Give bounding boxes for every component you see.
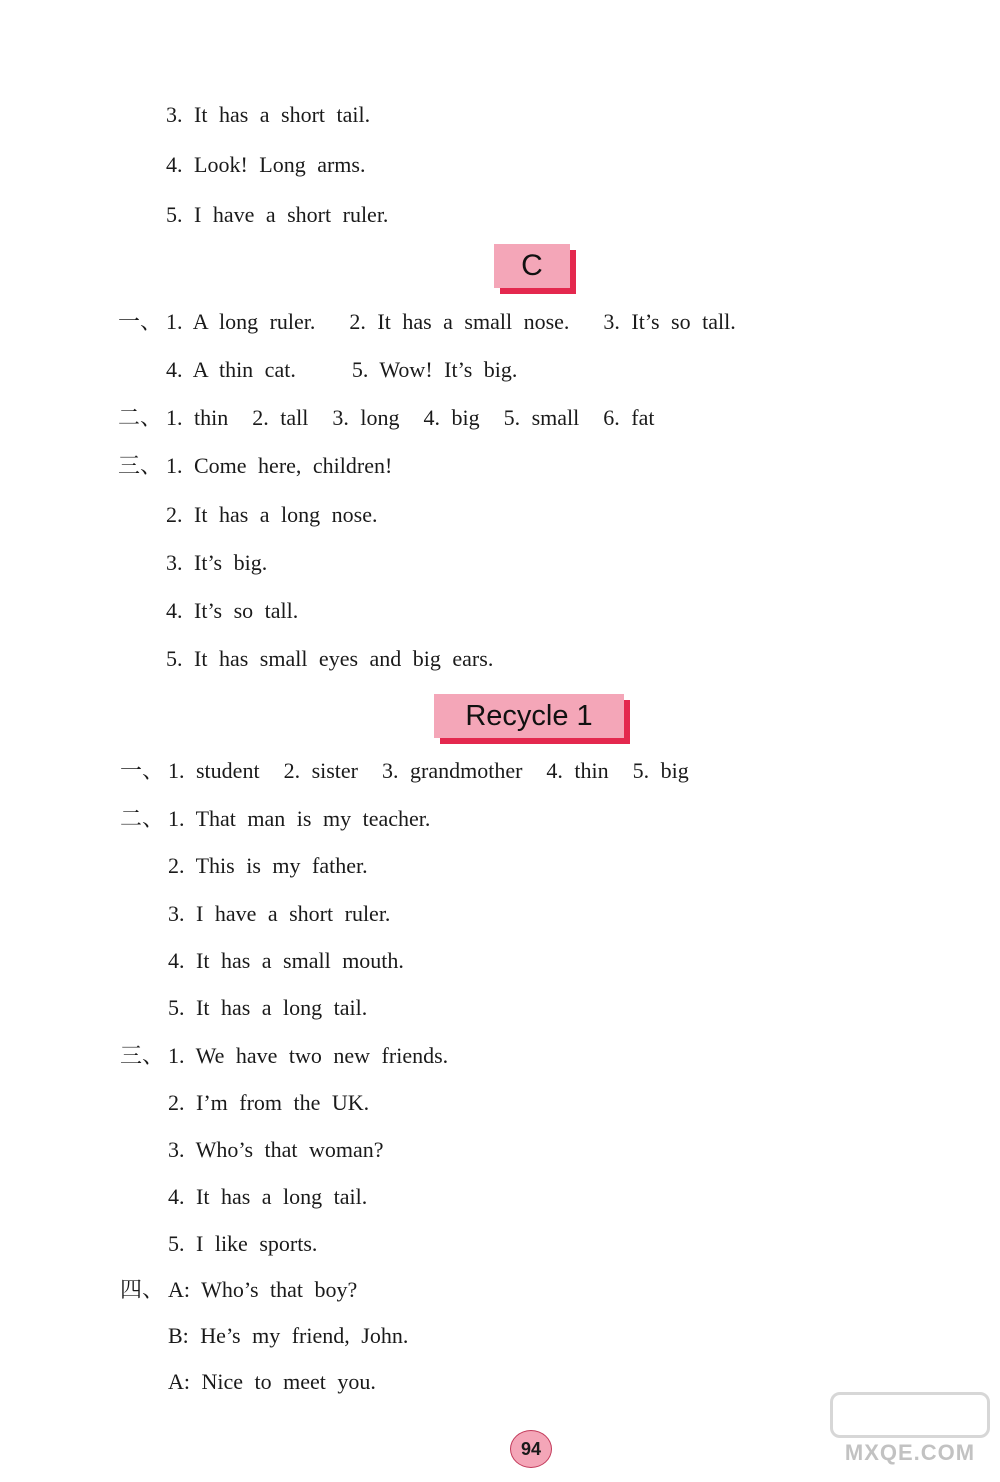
answer-line: 5. It has a long tail.: [168, 995, 368, 1020]
question-marker: 四、: [120, 1277, 165, 1302]
question-row: [120, 1042, 449, 1070]
answer-item: 5. Wow! It’s big.: [351, 357, 518, 382]
question-row: [118, 404, 655, 432]
question-marker: 三、: [118, 453, 163, 478]
answer-line: 3. It’s big.: [166, 550, 268, 575]
answer-item: 3. It’s so tall.: [603, 309, 736, 334]
question-row: [166, 356, 517, 384]
answer-line: 2. I’m from the UK.: [168, 1090, 370, 1115]
answer-line: 4. It has a small mouth.: [168, 948, 404, 973]
question-row: [120, 757, 689, 785]
answer-item: 1. That man is my teacher.: [168, 806, 431, 831]
answer-item: 2. tall: [252, 405, 309, 430]
answer-item: 1. A long ruler.: [166, 309, 316, 334]
question-row: [120, 805, 431, 833]
question-marker: 二、: [120, 806, 165, 831]
dialogue-line: A: Who’s that boy?: [168, 1277, 358, 1302]
answer-item: 5. big: [632, 758, 689, 783]
question-marker: 二、: [118, 405, 163, 430]
watermark-logo: [830, 1392, 990, 1472]
question-marker: 三、: [120, 1043, 165, 1068]
question-row: [120, 1276, 358, 1304]
answer-line: 5. I have a short ruler.: [166, 202, 389, 227]
answer-line: 2. It has a long nose.: [166, 502, 378, 527]
section-heading-recycle-1: Recycle 1: [434, 694, 624, 738]
answer-item: 2. It has a small nose.: [349, 309, 570, 334]
page-number: 94: [510, 1430, 552, 1468]
answer-line: 3. Who’s that woman?: [168, 1137, 384, 1162]
question-row: [118, 308, 736, 336]
answer-line: 4. It’s so tall.: [166, 598, 299, 623]
question-marker: 一、: [120, 758, 165, 783]
watermark-badge-icon: [830, 1392, 990, 1438]
section-heading-c: C: [494, 244, 570, 288]
answer-line: 2. This is my father.: [168, 853, 368, 878]
answer-line: 3. I have a short ruler.: [168, 901, 391, 926]
answer-line: 4. It has a long tail.: [168, 1184, 368, 1209]
answer-item: 4. thin: [546, 758, 609, 783]
answer-item: 5. small: [503, 405, 580, 430]
watermark-domain: MXQE.COM: [844, 1440, 976, 1465]
answer-line: 4. Look! Long arms.: [166, 152, 366, 177]
question-row: [118, 452, 393, 480]
answer-item: 6. fat: [603, 405, 655, 430]
answer-item: 3. grandmother: [382, 758, 523, 783]
answer-line: 5. I like sports.: [168, 1231, 318, 1256]
answer-item: 4. A thin cat.: [166, 357, 296, 382]
answer-item: 1. thin: [166, 405, 229, 430]
answer-item: 1. Come here, children!: [166, 453, 393, 478]
answer-item: 1. We have two new friends.: [168, 1043, 449, 1068]
answer-item: 4. big: [423, 405, 480, 430]
dialogue-line: B: He’s my friend, John.: [168, 1323, 409, 1348]
answer-item: 1. student: [168, 758, 260, 783]
answer-item: 3. long: [332, 405, 400, 430]
question-marker: 一、: [118, 309, 163, 334]
answer-line: 3. It has a short tail.: [166, 102, 371, 127]
answer-line: 5. It has small eyes and big ears.: [166, 646, 494, 671]
answer-item: 2. sister: [283, 758, 359, 783]
dialogue-line: A: Nice to meet you.: [168, 1369, 376, 1394]
